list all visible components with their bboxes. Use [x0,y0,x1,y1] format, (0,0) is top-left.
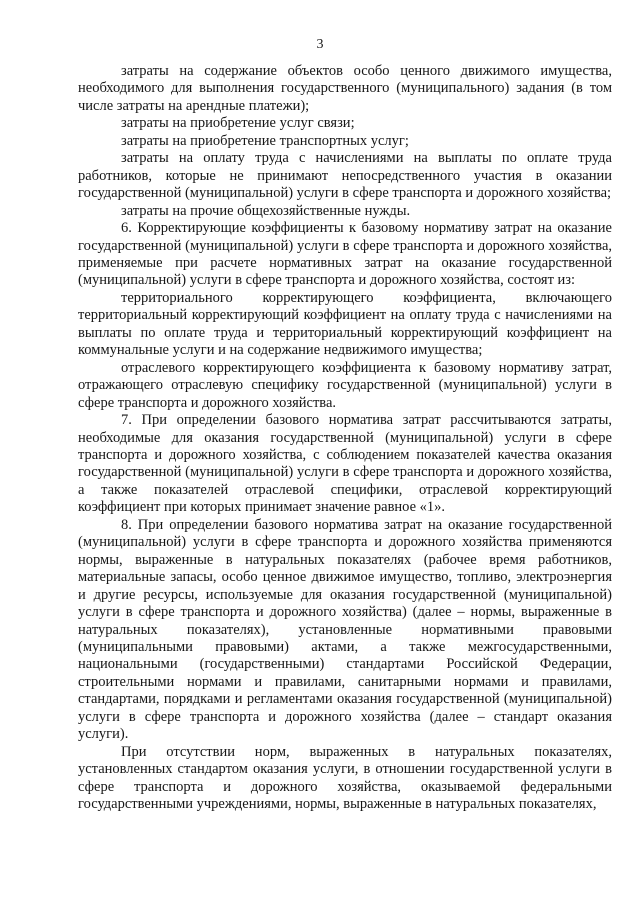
paragraph: затраты на прочие общехозяйственные нужды. [121,202,411,219]
paragraph: затраты на приобретение услуг связи; [121,115,355,132]
paragraph: отраслевого корректирующего коэффициента к базовому нормативу затрат, отражающего отраслевую специфику государственной (муниципальной) услуги в сфере транспорта и дорожного хозяйства. [78,359,612,411]
paragraph: При отсутствии норм, выраженных в натуральных показателях, установленных стандартом оказания услуги, в отношении государственной услуги в сфере транспорта и дорожного хозяйства, оказываемой федеральными государственными учреждениями, нормы, выраженные в натуральных показателях, [78,743,612,813]
paragraph-item-8: 8. При определении базового норматива затрат на оказание государственной (муниципальной) услуги в сфере транспорта и дорожного хозяйства применяются нормы, выраженные в натуральных показателях (рабочее время работников, материальные запасы, особо ценное движимое имущество, топливо, электроэнергия и другие ресурсы, используемые для оказания государственной (муниципальной) услуги в сфере транспорта и дорожного хозяйства) (далее – нормы, выраженные в натуральных показателях), установленные нормативными правовыми (муниципальными правовыми) актами, а также межгосударственными, национальными (государственными) стандартами Российской Федерации, строительными нормами и правилами, санитарными нормами и правилами, стандартами, порядками и регламентами оказания государственной (муниципальной) услуги в сфере транспорта и дорожного хозяйства (далее – стандарт оказания услуги). [78,516,612,743]
paragraph: затраты на содержание объектов особо ценного движимого имущества, необходимого для выполнения государственного (муниципального) задания (в том числе затраты на арендные платежи); [78,63,612,114]
page-number: 3 [316,37,324,52]
paragraph: затраты на приобретение транспортных услуг; [121,132,409,149]
paragraph: территориального корректирующего коэффициента, включающего территориальный корректирующий коэффициент на оплату труда с начислениями на выплаты по оплате труда и территориальный корректирующий коэффициент на коммунальные услуги и на содержание недвижимого имущества; [78,289,612,359]
paragraph: затраты на оплату труда с начислениями на выплаты по оплате труда работников, которые не принимают непосредственного участия в оказании государственной (муниципальной) услуги в сфере транспорта и дорожного хозяйства; [78,150,612,202]
paragraph-item-6: 6. Корректирующие коэффициенты к базовому нормативу затрат на оказание государственной (муниципальной) услуги в сфере транспорта и дорожного хозяйства, применяемые при расчете нормативных затрат на оказание государственной (муниципальной) услуги в сфере транспорта и дорожного хозяйства, состоят из: [78,220,612,289]
paragraph-item-7: 7. При определении базового норматива затрат рассчитываются затраты, необходимые для оказания государственной (муниципальной) услуги в сфере транспорта и дорожного хозяйства, с соблюдением показателей качества оказания государственной (муниципальной) услуги в сфере транспорта и дорожного хозяйства, а также показателей отраслевой специфики, отраслевой корректирующий коэффициент при которых принимает значение равное «1». [78,412,612,516]
document-body [78,63,612,813]
